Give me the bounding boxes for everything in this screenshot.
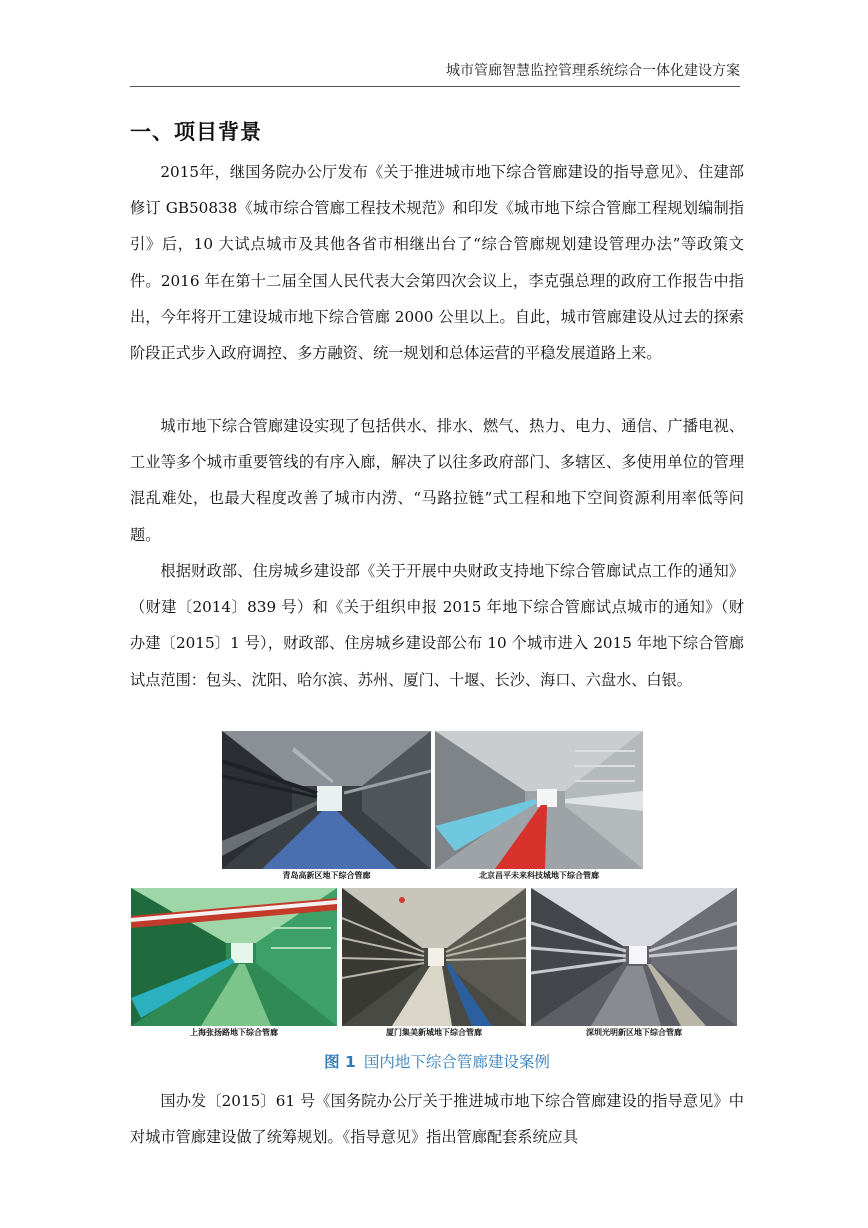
tunnel-photo-shanghai — [131, 888, 337, 1040]
tunnel-image — [342, 888, 526, 1026]
tunnel-image — [131, 888, 337, 1026]
photo-caption: 厦门集美新城地下综合管廊 — [342, 1026, 526, 1040]
photo-caption: 青岛高新区地下综合管廊 — [222, 869, 431, 883]
page-header: 城市管廊智慧监控管理系统综合一体化建设方案 — [446, 63, 740, 79]
tunnel-photo-shenzhen — [531, 888, 737, 1040]
tunnel-photo-qingdao — [222, 731, 431, 883]
photo-caption: 深圳光明新区地下综合管廊 — [531, 1026, 737, 1040]
section-heading: 一、项目背景 — [130, 120, 262, 144]
paragraph-1 — [130, 154, 744, 371]
photo-caption: 上海张扬路地下综合管廊 — [131, 1026, 337, 1040]
paragraph-3 — [130, 553, 744, 698]
paragraph-2 — [130, 408, 744, 553]
paragraph-text: 城市地下综合管廊建设实现了包括供水、排水、燃气、热力、电力、通信、广播电视、工业等多个城市重要管线的有序入廊，解决了以往多政府部门、多辖区、多使用单位的管理混乱难处，也最大程度改善了城市内涝、“马路拉链”式工程和地下空间资源利用率低等问题。 — [130, 417, 744, 544]
tunnel-image — [531, 888, 737, 1026]
figure-number: 图 1 — [324, 1053, 356, 1071]
paragraph-4 — [130, 1083, 744, 1155]
figure-caption-text: 国内地下综合管廊建设案例 — [363, 1053, 550, 1071]
photo-caption: 北京昌平未来科技城地下综合管廊 — [435, 869, 643, 883]
paragraph-text: 根据财政部、住房城乡建设部《关于开展中央财政支持地下综合管廊试点工作的通知》（财建〔2014〕839 号）和《关于组织申报 2015 年地下综合管廊试点城市的通知》（财办建〔2015〕1 号），财政部、住房城乡建设部公布 10 个城市进入 2015 年地下综合管廊试点范围：包头、沈阳、哈尔滨、苏州、厦门、十堰、长沙、海口、六盘水、白银。 — [130, 562, 744, 689]
paragraph-text: 国办发〔2015〕61 号《国务院办公厅关于推进城市地下综合管廊建设的指导意见》中对城市管廊建设做了统筹规划。《指导意见》指出管廊配套系统应具 — [130, 1092, 744, 1147]
header-divider — [130, 86, 740, 87]
tunnel-image — [222, 731, 431, 869]
tunnel-image — [435, 731, 643, 869]
tunnel-photo-beijing — [435, 731, 643, 883]
tunnel-photo-xiamen — [342, 888, 526, 1040]
paragraph-text: 2015年，继国务院办公厅发布《关于推进城市地下综合管廊建设的指导意见》、住建部修订 GB50838《城市综合管廊工程技术规范》和印发《城市地下综合管廊工程规划编制指引》后，10 大试点城市及其他各省市相继出台了“综合管廊规划建设管理办法”等政策文件。2016 年在第十二届全国人民代表大会第四次会议上，李克强总理的政府工作报告中指出，今年将开工建设城市地下综合管廊 2000 公里以上。自此，城市管廊建设从过去的探索阶段正式步入政府调控、多方融资、统一规划和总体运营的平稳发展道路上来。 — [130, 163, 744, 363]
figure-caption — [130, 1050, 744, 1072]
